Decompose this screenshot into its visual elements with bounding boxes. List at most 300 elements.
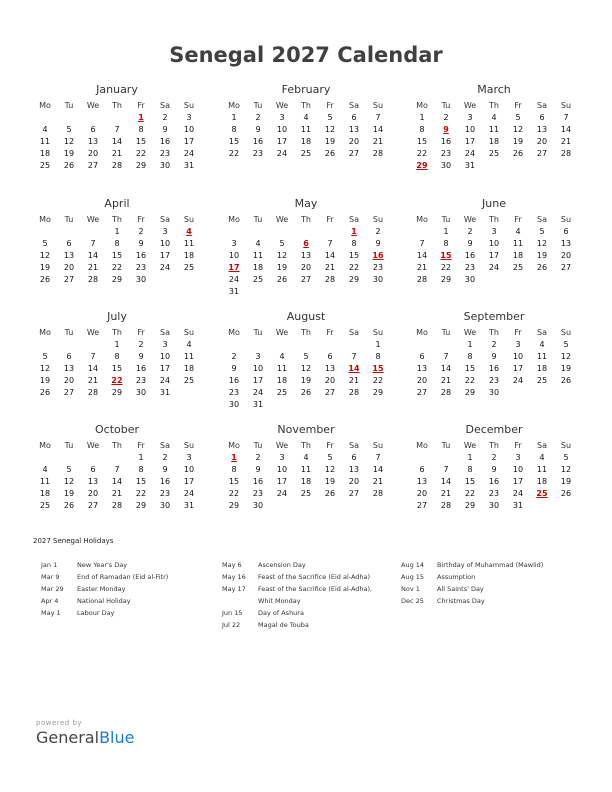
day-cell: 3 — [515, 453, 521, 462]
day-cell: 28 — [111, 161, 123, 170]
holiday-row — [401, 559, 543, 571]
empty-cell — [33, 339, 57, 351]
holiday-date: May 1 — [41, 609, 61, 617]
day-cell: 13 — [348, 125, 360, 134]
month-name: June — [482, 197, 506, 210]
day-cell: 24 — [512, 489, 524, 498]
month-name: May — [294, 197, 318, 210]
weekday-header: Sa — [160, 441, 170, 450]
day-cell: 13 — [560, 239, 572, 248]
day-cell: 23 — [464, 263, 476, 272]
day-cell: 25 — [536, 376, 548, 385]
day-cell: 6 — [66, 352, 72, 361]
day-cell: 24 — [252, 388, 264, 397]
day-cell: 11 — [276, 364, 288, 373]
day-cell: 7 — [443, 352, 449, 361]
day-cell: 2 — [491, 340, 497, 349]
day-cell: 22 — [135, 149, 147, 158]
day-cell: 10 — [159, 239, 171, 248]
month-june — [410, 197, 578, 286]
day-cell: 1 — [443, 227, 449, 236]
holiday-date: May 16 — [222, 573, 246, 581]
day-cell: 13 — [324, 364, 336, 373]
weekday-header: Th — [301, 101, 311, 110]
month-name: December — [465, 423, 523, 436]
holiday-name: End of Ramadan (Eid al-Fitr) — [77, 573, 169, 581]
day-cell: 22 — [348, 263, 360, 272]
day-cell: 2 — [162, 453, 168, 462]
day-cell: 18 — [39, 489, 51, 498]
holiday-day: 16 — [372, 251, 384, 260]
day-cell: 5 — [279, 239, 285, 248]
weekday-header: Sa — [537, 441, 547, 450]
day-cell: 18 — [300, 477, 312, 486]
day-cell: 22 — [372, 376, 384, 385]
day-cell: 12 — [276, 251, 288, 260]
day-cell: 28 — [372, 489, 384, 498]
holiday-date: Jan 1 — [41, 561, 58, 569]
day-cell: 4 — [539, 453, 545, 462]
day-cell: 8 — [114, 239, 120, 248]
weekday-header: Th — [112, 328, 122, 337]
day-cell: 18 — [536, 477, 548, 486]
weekday-header: Th — [489, 101, 499, 110]
day-cell: 1 — [467, 453, 473, 462]
day-cell: 24 — [464, 149, 476, 158]
day-cell: 25 — [183, 263, 195, 272]
day-cell: 6 — [351, 113, 357, 122]
day-cell: 28 — [87, 275, 99, 284]
day-cell: 17 — [512, 364, 524, 373]
holiday-day: 1 — [351, 227, 357, 236]
day-cell: 9 — [255, 465, 261, 474]
day-cell: 7 — [375, 453, 381, 462]
day-cell: 16 — [135, 364, 147, 373]
day-cell: 26 — [560, 489, 572, 498]
day-cell: 9 — [255, 125, 261, 134]
weekday-header: Fr — [137, 101, 145, 110]
day-cell: 19 — [63, 489, 75, 498]
day-cell: 17 — [159, 364, 171, 373]
day-cell: 10 — [512, 352, 524, 361]
day-cell: 25 — [183, 376, 195, 385]
day-cell: 10 — [512, 465, 524, 474]
holiday-date: Aug 15 — [401, 573, 425, 581]
empty-cell — [246, 226, 270, 238]
day-cell: 29 — [464, 388, 476, 397]
holiday-name: Ascension Day — [258, 561, 306, 569]
day-cell: 23 — [488, 489, 500, 498]
day-cell: 30 — [159, 501, 171, 510]
day-cell: 23 — [488, 376, 500, 385]
day-cell: 12 — [63, 477, 75, 486]
day-cell: 4 — [279, 352, 285, 361]
day-cell: 5 — [327, 113, 333, 122]
day-cell: 20 — [536, 137, 548, 146]
day-cell: 12 — [324, 125, 336, 134]
day-cell: 12 — [39, 251, 51, 260]
day-cell: 26 — [536, 263, 548, 272]
day-cell: 4 — [303, 453, 309, 462]
day-cell: 3 — [279, 113, 285, 122]
day-cell: 11 — [300, 125, 312, 134]
day-cell: 21 — [440, 376, 452, 385]
day-cell: 13 — [87, 477, 99, 486]
day-cell: 16 — [252, 137, 264, 146]
day-cell: 20 — [63, 376, 75, 385]
weekday-header: Mo — [39, 101, 51, 110]
day-cell: 5 — [66, 465, 72, 474]
day-cell: 14 — [560, 125, 572, 134]
day-cell: 1 — [375, 340, 381, 349]
holiday-row — [222, 559, 372, 571]
day-cell: 7 — [419, 239, 425, 248]
holiday-day: 25 — [536, 489, 548, 498]
day-cell: 30 — [252, 501, 264, 510]
weekday-header: Tu — [253, 328, 263, 337]
weekday-header: We — [275, 328, 289, 337]
day-cell: 4 — [515, 227, 521, 236]
weekday-header: Sa — [349, 328, 359, 337]
day-cell: 24 — [276, 149, 288, 158]
day-cell: 15 — [135, 137, 147, 146]
day-cell: 4 — [491, 113, 497, 122]
day-cell: 25 — [276, 388, 288, 397]
day-cell: 27 — [416, 501, 428, 510]
month-july — [33, 310, 201, 399]
day-cell: 16 — [159, 137, 171, 146]
day-cell: 6 — [539, 113, 545, 122]
day-cell: 26 — [560, 376, 572, 385]
day-cell: 8 — [231, 125, 237, 134]
day-cell: 27 — [348, 489, 360, 498]
day-cell: 15 — [111, 251, 123, 260]
day-cell: 4 — [303, 113, 309, 122]
day-cell: 8 — [443, 239, 449, 248]
holiday-name: New Year's Day — [77, 561, 128, 569]
day-cell: 28 — [111, 501, 123, 510]
day-cell: 17 — [464, 137, 476, 146]
day-cell: 13 — [63, 364, 75, 373]
day-cell: 25 — [39, 501, 51, 510]
day-cell: 31 — [464, 161, 476, 170]
holiday-row — [401, 583, 543, 595]
weekday-header: We — [463, 101, 477, 110]
day-cell: 28 — [348, 388, 360, 397]
holiday-date: May 6 — [222, 561, 242, 569]
day-cell: 24 — [159, 376, 171, 385]
day-cell: 28 — [372, 149, 384, 158]
month-name: August — [286, 310, 326, 323]
day-cell: 26 — [63, 161, 75, 170]
day-cell: 15 — [348, 251, 360, 260]
weekday-header: Mo — [228, 215, 240, 224]
day-cell: 14 — [416, 251, 428, 260]
day-cell: 17 — [276, 137, 288, 146]
day-cell: 7 — [114, 125, 120, 134]
weekday-header: Sa — [160, 215, 170, 224]
brand-blue: Blue — [99, 728, 135, 747]
month-january — [33, 83, 201, 172]
day-cell: 13 — [63, 251, 75, 260]
day-cell: 14 — [87, 364, 99, 373]
day-cell: 26 — [324, 149, 336, 158]
weekday-header: Th — [112, 101, 122, 110]
day-cell: 3 — [186, 453, 192, 462]
day-cell: 1 — [467, 340, 473, 349]
weekday-header: Tu — [253, 215, 263, 224]
holiday-row — [222, 607, 372, 619]
day-cell: 10 — [276, 125, 288, 134]
day-cell: 17 — [252, 376, 264, 385]
brand-logo — [36, 728, 134, 747]
month-october — [33, 423, 201, 512]
day-cell: 3 — [255, 352, 261, 361]
day-cell: 5 — [327, 453, 333, 462]
holiday-row — [41, 571, 168, 583]
day-cell: 19 — [39, 376, 51, 385]
day-cell: 25 — [300, 489, 312, 498]
empty-cell — [270, 226, 294, 238]
month-name: January — [96, 83, 138, 96]
empty-cell — [33, 112, 57, 124]
day-cell: 15 — [135, 477, 147, 486]
holiday-name: Christmas Day — [437, 597, 485, 605]
day-cell: 2 — [231, 352, 237, 361]
day-cell: 2 — [375, 227, 381, 236]
weekday-header: Th — [112, 441, 122, 450]
day-cell: 9 — [138, 352, 144, 361]
day-cell: 31 — [512, 501, 524, 510]
day-cell: 26 — [324, 489, 336, 498]
day-cell: 29 — [372, 388, 384, 397]
day-cell: 24 — [228, 275, 240, 284]
empty-cell — [81, 112, 105, 124]
holiday-row — [222, 619, 372, 631]
weekday-header: We — [275, 215, 289, 224]
day-cell: 22 — [111, 263, 123, 272]
day-cell: 22 — [440, 263, 452, 272]
day-cell: 7 — [90, 352, 96, 361]
weekday-header: Th — [301, 215, 311, 224]
day-cell: 27 — [63, 388, 75, 397]
day-cell: 4 — [42, 125, 48, 134]
day-cell: 22 — [228, 149, 240, 158]
weekday-header: Fr — [326, 441, 334, 450]
holiday-name: Feast of the Sacrifice (Eid al-Adha), — [258, 585, 373, 593]
month-september — [410, 310, 578, 399]
day-cell: 8 — [419, 125, 425, 134]
weekday-header: Su — [183, 101, 195, 110]
day-cell: 29 — [135, 501, 147, 510]
day-cell: 3 — [491, 227, 497, 236]
day-cell: 18 — [183, 364, 195, 373]
holiday-day: 22 — [111, 376, 123, 385]
day-cell: 4 — [186, 340, 192, 349]
holiday-day: 29 — [416, 161, 428, 170]
day-cell: 30 — [159, 161, 171, 170]
weekday-header: Tu — [441, 441, 451, 450]
weekday-header: Sa — [349, 215, 359, 224]
day-cell: 29 — [464, 501, 476, 510]
day-cell: 17 — [183, 137, 195, 146]
day-cell: 25 — [488, 149, 500, 158]
empty-cell — [294, 339, 318, 351]
day-cell: 11 — [300, 465, 312, 474]
day-cell: 17 — [159, 251, 171, 260]
holiday-day: 15 — [372, 364, 384, 373]
day-cell: 5 — [563, 340, 569, 349]
month-name: April — [104, 197, 130, 210]
day-cell: 19 — [536, 251, 548, 260]
day-cell: 16 — [252, 477, 264, 486]
day-cell: 15 — [228, 477, 240, 486]
holiday-row — [222, 583, 372, 595]
day-cell: 9 — [231, 364, 237, 373]
day-cell: 10 — [183, 125, 195, 134]
holiday-day: 4 — [186, 227, 192, 236]
day-cell: 2 — [443, 113, 449, 122]
day-cell: 24 — [488, 263, 500, 272]
day-cell: 23 — [372, 263, 384, 272]
day-cell: 6 — [351, 453, 357, 462]
holiday-day: 17 — [228, 263, 240, 272]
day-cell: 18 — [536, 364, 548, 373]
holiday-name: Easter Monday — [77, 585, 126, 593]
powered-by-text: powered by — [36, 719, 83, 727]
empty-cell — [105, 112, 129, 124]
day-cell: 9 — [162, 125, 168, 134]
day-cell: 17 — [512, 477, 524, 486]
holiday-row — [222, 595, 372, 607]
weekday-header: Tu — [253, 441, 263, 450]
day-cell: 6 — [90, 125, 96, 134]
weekday-header: Tu — [441, 215, 451, 224]
weekday-header: Mo — [228, 441, 240, 450]
day-cell: 2 — [162, 113, 168, 122]
day-cell: 13 — [87, 137, 99, 146]
weekday-header: Th — [489, 441, 499, 450]
day-cell: 28 — [324, 275, 336, 284]
weekday-header: Tu — [441, 101, 451, 110]
day-cell: 9 — [162, 465, 168, 474]
holiday-name: All Saints' Day — [437, 585, 484, 593]
day-cell: 20 — [348, 477, 360, 486]
weekday-header: Tu — [441, 328, 451, 337]
day-cell: 27 — [560, 263, 572, 272]
day-cell: 8 — [138, 465, 144, 474]
day-cell: 27 — [416, 388, 428, 397]
empty-cell — [33, 226, 57, 238]
month-name: February — [281, 83, 331, 96]
day-cell: 3 — [231, 239, 237, 248]
weekday-header: Fr — [137, 215, 145, 224]
empty-cell — [434, 339, 458, 351]
empty-cell — [81, 226, 105, 238]
empty-cell — [246, 339, 270, 351]
holiday-name: Day of Ashura — [258, 609, 304, 617]
day-cell: 10 — [252, 364, 264, 373]
day-cell: 11 — [488, 125, 500, 134]
day-cell: 9 — [138, 239, 144, 248]
day-cell: 10 — [276, 465, 288, 474]
day-cell: 3 — [162, 227, 168, 236]
empty-cell — [410, 226, 434, 238]
empty-cell — [410, 339, 434, 351]
weekday-header: We — [275, 101, 289, 110]
weekday-header: Su — [183, 328, 195, 337]
month-may — [222, 197, 390, 298]
day-cell: 22 — [416, 149, 428, 158]
day-cell: 26 — [39, 275, 51, 284]
day-cell: 19 — [560, 477, 572, 486]
month-march — [410, 83, 578, 172]
day-cell: 4 — [42, 465, 48, 474]
weekday-header: We — [86, 328, 100, 337]
day-cell: 18 — [183, 251, 195, 260]
weekday-header: Fr — [514, 101, 522, 110]
month-name: July — [107, 310, 127, 323]
day-cell: 20 — [87, 149, 99, 158]
day-cell: 25 — [300, 149, 312, 158]
holiday-column — [41, 559, 168, 619]
day-cell: 9 — [467, 239, 473, 248]
page-title: Senegal 2027 Calendar — [169, 43, 443, 67]
day-cell: 18 — [39, 149, 51, 158]
month-april — [33, 197, 201, 286]
day-cell: 15 — [111, 364, 123, 373]
day-cell: 25 — [39, 161, 51, 170]
holiday-row — [222, 571, 372, 583]
day-cell: 18 — [488, 137, 500, 146]
day-cell: 19 — [300, 376, 312, 385]
day-cell: 23 — [252, 149, 264, 158]
holiday-row — [41, 607, 168, 619]
day-cell: 12 — [63, 137, 75, 146]
empty-cell — [222, 339, 246, 351]
weekday-header: Th — [489, 328, 499, 337]
weekday-header: Su — [560, 328, 572, 337]
holidays-title: 2027 Senegal Holidays — [33, 537, 114, 545]
day-cell: 19 — [512, 137, 524, 146]
weekday-header: We — [86, 215, 100, 224]
day-cell: 7 — [375, 113, 381, 122]
weekday-header: Sa — [349, 101, 359, 110]
weekday-header: Su — [183, 215, 195, 224]
day-cell: 11 — [252, 251, 264, 260]
day-cell: 14 — [324, 251, 336, 260]
weekday-header: Su — [560, 215, 572, 224]
day-cell: 14 — [372, 125, 384, 134]
day-cell: 27 — [536, 149, 548, 158]
day-cell: 13 — [300, 251, 312, 260]
holiday-date: Jul 22 — [222, 621, 241, 629]
day-cell: 24 — [512, 376, 524, 385]
weekday-header: Fr — [514, 328, 522, 337]
day-cell: 28 — [87, 388, 99, 397]
day-cell: 17 — [183, 477, 195, 486]
weekday-header: Tu — [64, 441, 74, 450]
day-cell: 12 — [324, 465, 336, 474]
day-cell: 26 — [300, 388, 312, 397]
day-cell: 10 — [228, 251, 240, 260]
day-cell: 21 — [348, 376, 360, 385]
empty-cell — [270, 339, 294, 351]
day-cell: 25 — [512, 263, 524, 272]
day-cell: 29 — [111, 388, 123, 397]
holiday-day: 14 — [348, 364, 360, 373]
month-february — [222, 83, 390, 160]
